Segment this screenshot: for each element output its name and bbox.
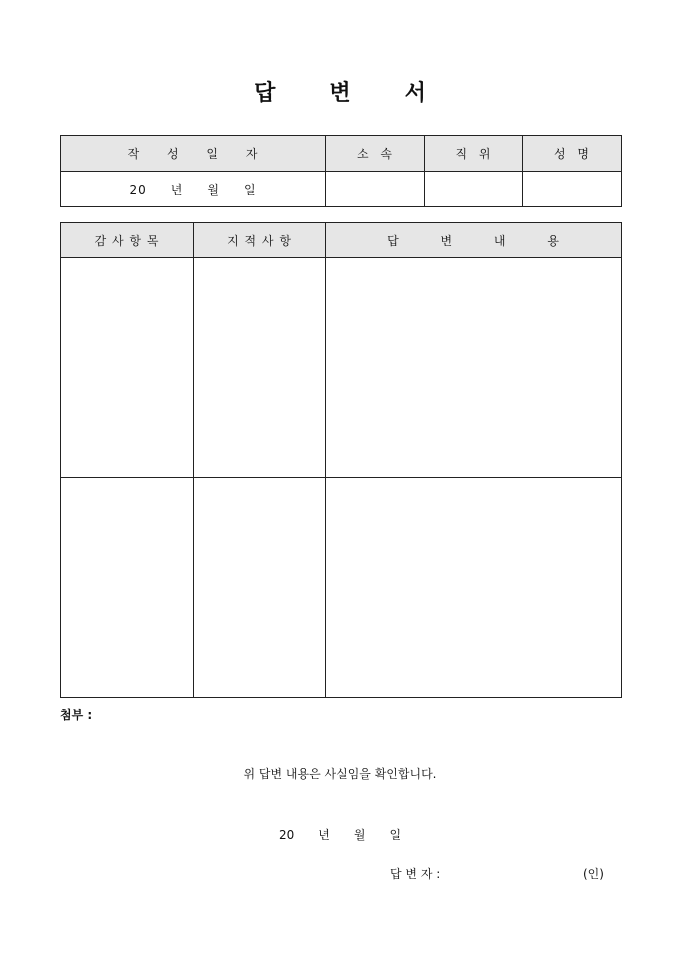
confirmation-text: 위 답변 내용은 사실임을 확인합니다. — [243, 767, 437, 781]
header-audit-item — [61, 223, 194, 258]
date-prefix: 20 — [129, 182, 147, 197]
bottom-date-year: 년 — [318, 828, 330, 842]
info-table — [60, 135, 622, 207]
bottom-date — [0, 826, 680, 843]
name-cell[interactable] — [523, 172, 622, 207]
date-day: 일 — [243, 182, 257, 197]
header-audit-item-label: 감 사 항 목 — [94, 233, 160, 248]
position-cell[interactable] — [425, 172, 523, 207]
header-written-date-label: 작 성 일 자 — [127, 147, 259, 161]
header-name — [523, 136, 622, 172]
audit-item-cell[interactable] — [61, 478, 194, 698]
document-title — [0, 76, 680, 107]
header-answer-content — [326, 223, 622, 258]
title-char-1: 답 — [254, 80, 276, 106]
date-month: 월 — [207, 182, 220, 197]
department-cell[interactable] — [326, 172, 425, 207]
answer-content-cell[interactable] — [326, 258, 622, 478]
header-position-label: 직 위 — [455, 147, 492, 161]
answer-table — [60, 222, 622, 698]
header-position — [425, 136, 523, 172]
header-name-label: 성 명 — [554, 147, 590, 161]
bottom-date-month: 월 — [353, 828, 366, 842]
header-findings-label: 지 적 사 항 — [227, 233, 292, 248]
bottom-date-day: 일 — [389, 828, 402, 842]
seal-label: (인) — [583, 867, 604, 881]
date-year: 년 — [170, 182, 184, 197]
findings-cell[interactable] — [194, 478, 326, 698]
answerer-label: 답 변 자 : — [390, 867, 441, 881]
findings-cell[interactable] — [194, 258, 326, 478]
title-char-3: 서 — [404, 80, 426, 106]
bottom-date-prefix: 20 — [278, 828, 295, 842]
header-findings — [194, 223, 326, 258]
header-department — [326, 136, 425, 172]
header-written-date — [61, 136, 326, 172]
written-date-cell[interactable] — [61, 172, 326, 207]
title-char-2: 변 — [329, 80, 351, 106]
answer-content-cell[interactable] — [326, 478, 622, 698]
attachment-label: 첨부 : — [60, 708, 93, 722]
header-answer-content-label: 답 변 내 용 — [387, 233, 560, 248]
audit-item-cell[interactable] — [61, 258, 194, 478]
header-department-label: 소 속 — [357, 147, 393, 161]
